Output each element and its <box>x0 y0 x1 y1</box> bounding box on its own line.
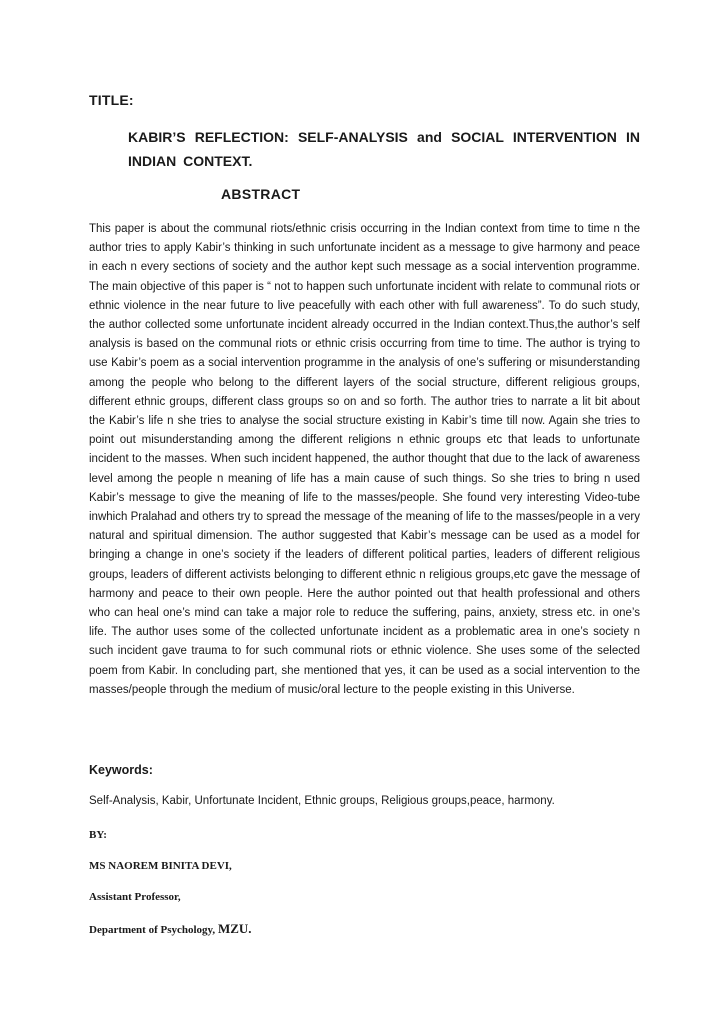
paper-title-line-2: INDIAN CONTEXT. <box>128 153 253 169</box>
author-role: Assistant Professor, <box>89 891 181 903</box>
title-label: TITLE: <box>89 92 134 108</box>
by-label: BY: <box>89 829 107 841</box>
paper-title <box>128 125 640 173</box>
keywords-list: Self-Analysis, Kabir, Unfortunate Incident, Ethnic groups, Religious groups,peace, harmony. <box>89 795 555 807</box>
author-institution: MZU. <box>217 921 252 936</box>
abstract-heading: ABSTRACT <box>221 186 301 202</box>
keywords-label: Keywords: <box>89 763 153 777</box>
paper-title-line-1: KABIR’S REFLECTION: SELF-ANALYSIS and SOCIAL INTERVENTION IN <box>128 129 640 145</box>
abstract-body: This paper is about the communal riots/ethnic crisis occurring in the Indian context from time to time n the author tries to apply Kabir’s thinking in such unfortunate incident as a message to give harmony and peace in each n every sections of society and the author kept such message as a social intervention programme. The main objective of this paper is “ not to happen such unfortunate incident with relate to communal riots or ethnic violence in the near future to live peacefully with each other with full awareness”. To do such study, the author collected some unfortunate incident already occurred in the Indian context.Thus,the author’s self analysis is based on the communal riots or ethnic crisis occurring from time to time. The author is trying to use Kabir’s poem as a social intervention programme in the analysis of one’s suffering or misunderstanding among the people who belong to the different layers of the social structure, different religious groups, different ethnic groups, different class groups so on and so forth. The author tries to narrate a lit bit about the Kabir’s life n she tries to analyse the social structure existing in Kabir’s time till now. Again she tries to point out misunderstanding among the different religions n ethnic groups etc that leads to unfortunate incident to the masses. When such incident happened, the author thought that due to the lack of awareness level among the people n meaning of life has a main cause of such things. So she tries to bring n used Kabir’s message to give the meaning of life to the masses/people. She found very interesting Video-tube inwhich Pralahad and others try to spread the message of the meaning of life to the masses/people in a very natural and spiritual dimension. The author suggested that Kabir’s message can be used as a model for bringing a change in one’s society if the leaders of different political parties, leaders of different religious groups, leaders of different activists belonging to different ethnic n religious groups,etc gave the message of harmony and peace to their own people. Here the author pointed out that health professional and others who can heal one’s mind can take a major role to reduce the suffering, pains, anxiety, stress etc. in one’s life. The author uses some of the collected unfortunate incident as a problematic area in one’s society n such incident gave trauma to for such communal riots or ethnic violence. She uses some of the selected poem from Kabir. In concluding part, she mentioned that yes, it can be used as a social intervention to the masses/people through the medium of music/oral lecture to the people existing in this Universe. <box>89 223 640 696</box>
author-department <box>89 921 252 937</box>
author-name: MS NAOREM BINITA DEVI, <box>89 860 232 872</box>
author-department-name: Department of Psychology, <box>89 924 218 936</box>
